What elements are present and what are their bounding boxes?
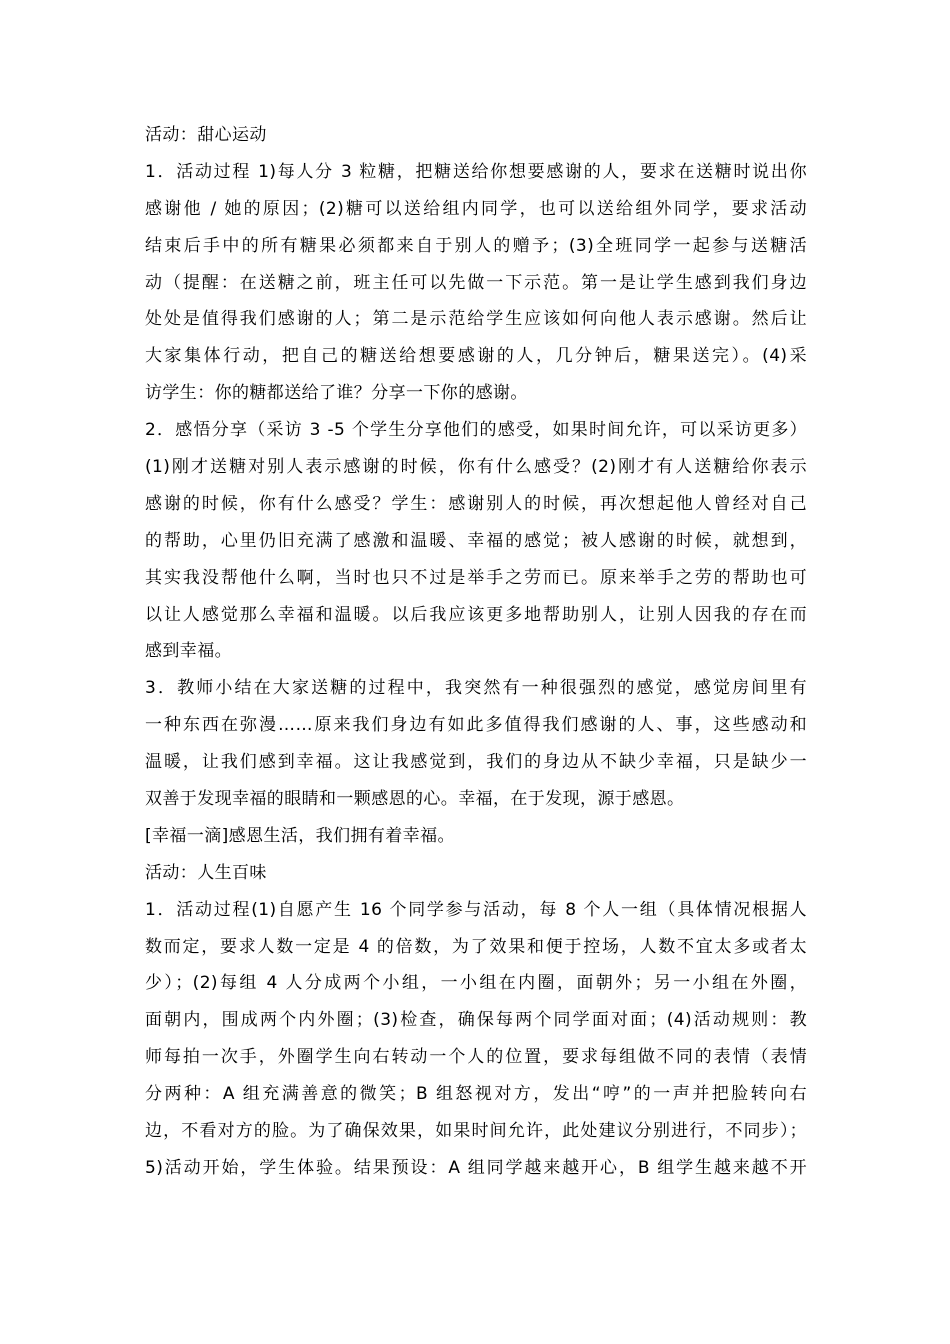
paragraph-line: 的帮助，心里仍旧充满了感激和温暖、幸福的感觉；被人感谢的时候，就想到， (145, 530, 807, 551)
paragraph-line: 面朝内，围成两个内外圈；(3)检查，确保每两个同学面对面；(4)活动规则：教 (145, 1010, 807, 1031)
paragraph-line: 少）；(2)每组 4 人分成两个小组，一小组在内圈，面朝外；另一小组在外圈， (145, 973, 807, 994)
paragraph-line: 感谢的时候，你有什么感受？学生：感谢别人的时候，再次想起他人曾经对自己 (145, 493, 807, 514)
paragraph-line: 数而定，要求人数一定是 4 的倍数，为了效果和便于控场，人数不宜太多或者太 (145, 936, 807, 957)
paragraph-line: 温暖，让我们感到幸福。这让我感觉到，我们的身边从不缺少幸福，只是缺少一 (145, 752, 807, 773)
paragraph-line: 感谢他 / 她的原因；(2)糖可以送给组内同学，也可以送给组外同学，要求活动 (145, 198, 807, 219)
paragraph-line: 3．教师小结在大家送糖的过程中，我突然有一种很强烈的感觉，感觉房间里有 (145, 678, 807, 699)
paragraph-line: 1．活动过程(1)自愿产生 16 个同学参与活动，每 8 个人一组（具体情况根据人 (145, 899, 807, 920)
paragraph-line: 1．活动过程 1)每人分 3 粒糖，把糖送给你想要感谢的人，要求在送糖时说出你 (145, 161, 807, 182)
paragraph-line: 结束后手中的所有糖果必须都来自于别人的赠予；(3)全班同学一起参与送糖活 (145, 235, 807, 256)
paragraph-line: 其实我没帮他什么啊，当时也只不过是举手之劳而已。原来举手之劳的帮助也可 (145, 567, 807, 588)
section-heading-life-flavors: 活动：人生百味 (145, 862, 267, 883)
paragraph-line: 访学生：你的糖都送给了谁？分享一下你的感谢。 (145, 383, 528, 404)
paragraph-line: 处处是值得我们感谢的人；第二是示范给学生应该如何向他人表示感谢。然后让 (145, 309, 807, 330)
paragraph-line: 2．感悟分享（采访 3 -5 个学生分享他们的感受，如果时间允许，可以采访更多） (145, 420, 807, 441)
paragraph-line: 动（提醒：在送糖之前，班主任可以先做一下示范。第一是让学生感到我们身边 (145, 272, 807, 293)
section-heading-sweet-activity: 活动：甜心运动 (145, 125, 267, 145)
paragraph-line: 一种东西在弥漫……原来我们身边有如此多值得我们感谢的人、事，这些感动和 (145, 715, 807, 736)
paragraph-line: [幸福一滴]感恩生活，我们拥有着幸福。 (145, 825, 455, 846)
paragraph-line: (1)刚才送糖对别人表示感谢的时候，你有什么感受？(2)刚才有人送糖给你表示 (145, 457, 807, 478)
paragraph-line: 感到幸福。 (145, 641, 232, 662)
paragraph-line: 以让人感觉那么幸福和温暖。以后我应该更多地帮助别人，让别人因我的存在而 (145, 604, 807, 625)
paragraph-line: 双善于发现幸福的眼睛和一颗感恩的心。幸福，在于发现，源于感恩。 (145, 789, 685, 810)
paragraph-line: 师每拍一次手，外圈学生向右转动一个人的位置，要求每组做不同的表情（表情 (145, 1047, 807, 1068)
paragraph-line: 大家集体行动，把自己的糖送给想要感谢的人，几分钟后，糖果送完）。(4)采 (145, 346, 807, 367)
paragraph-line: 分两种：A 组充满善意的微笑；B 组怒视对方，发出“哼”的一声并把脸转向右 (145, 1084, 807, 1105)
document-body (145, 117, 807, 1187)
paragraph-line: 5)活动开始，学生体验。结果预设：A 组同学越来越开心，B 组学生越来越不开 (145, 1157, 807, 1178)
paragraph-line: 边，不看对方的脸。为了确保效果，如果时间允许，此处建议分别进行，不同步）； (145, 1121, 807, 1142)
